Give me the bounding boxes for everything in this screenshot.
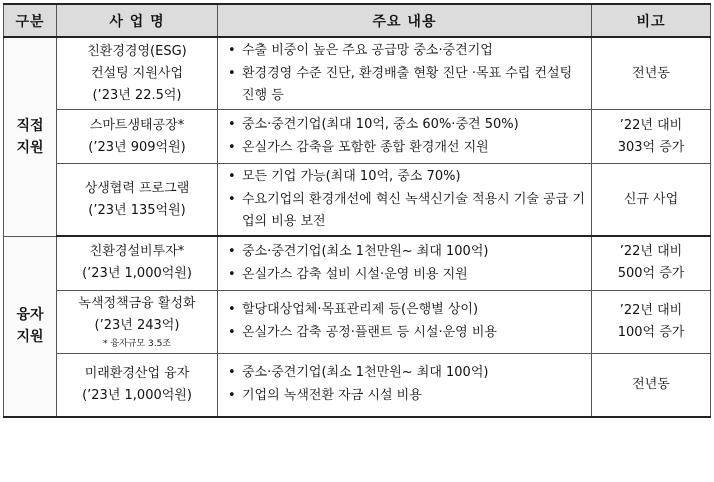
note-cell [592,164,711,237]
list-item [226,166,585,188]
project-name-cell [57,110,218,164]
project-name-line: 녹색정책금융 활성화 [78,295,196,311]
note-cell [592,290,711,353]
table-row [4,290,711,353]
bullet-icon: • [228,365,236,381]
category-cell [4,37,57,236]
list-item [226,114,585,136]
note-line: 신규 사업 [623,191,679,207]
content-list [226,241,585,286]
list-item [226,189,585,233]
content-list [226,362,585,407]
content-list [226,114,585,159]
note-line: ’22년 대비 [619,117,683,133]
project-name-line: 친환경경영(ESG) [87,43,187,59]
bullet-icon: • [228,266,236,282]
list-item [226,385,585,407]
note-cell [592,37,711,110]
bullet-text: 할당대상업체·목표관리제 등(은행별 상이) [242,302,479,317]
list-item [226,137,585,159]
note-line: 100억 증가 [617,324,685,340]
list-item [226,322,585,344]
content-cell [218,290,592,353]
project-name-cell [57,290,218,353]
bullet-text: 온실가스 감축 공정·플랜트 등 시설·운영 비용 [242,325,497,340]
project-name-line: (’23년 1,000억원) [82,266,192,282]
content-cell [218,37,592,110]
project-name-line: (’23년 1,000억원) [82,387,192,403]
note-line: 303억 증가 [617,139,685,155]
content-cell [218,353,592,417]
note-cell [592,353,711,417]
category-label: 융자 [16,307,44,324]
note-line: ’22년 대비 [619,302,683,318]
content-list [226,40,585,107]
category-label: 직접 [16,117,44,134]
bullet-icon: • [228,117,236,132]
category-cell [4,236,57,417]
project-name-line: (’23년 135억원) [88,202,186,218]
bullet-icon: • [228,388,236,404]
bullet-icon: • [228,302,236,317]
list-item [226,40,585,62]
note-line: ’22년 대비 [619,244,683,260]
content-list [226,299,585,344]
bullet-text: 온실가스 감축 설비 시설·운영 비용 지원 [242,266,468,282]
note-line: 전년동 [632,65,670,81]
table-row [4,236,711,290]
header-content: 주요 내용 [218,4,592,37]
bullet-text: 모든 기업 가능(최대 10억, 중소 70%) [242,169,461,184]
list-item [226,63,585,107]
bullet-icon: • [228,243,236,259]
bullet-icon: • [228,66,236,81]
note-cell [592,236,711,290]
project-name-line: 친환경설비투자* [89,244,185,260]
project-name-line: 미래환경산업 융자 [84,365,190,381]
bullet-text: 중소·중견기업(최소 1천만원~ 최대 100억) [242,243,489,259]
project-name-line: (’23년 243억) [94,317,180,333]
project-name-line: 스마트생태공장* [89,117,185,133]
header-category: 구분 [4,4,57,37]
bullet-icon: • [228,192,236,207]
project-name-cell [57,236,218,290]
table-row [4,37,711,110]
header-note: 비고 [592,4,711,37]
bullet-icon: • [228,140,236,155]
content-cell [218,110,592,164]
bullet-text: 중소·중견기업(최대 10억, 중소 60%·중견 50%) [242,117,519,132]
header-row [4,4,711,37]
bullet-text: 기업의 녹색전환 자금 시설 비용 [242,388,422,404]
category-label: 지원 [16,329,44,346]
project-footnote: * 융자규모 3.5조 [102,338,171,349]
bullet-text: 환경경영 수준 진단, 환경배출 현황 진단 ·목표 수립 컨설팅 진행 등 [242,66,573,103]
table-row [4,110,711,164]
project-name-cell [57,164,218,237]
list-item [226,299,585,321]
bullet-icon: • [228,325,236,340]
bullet-text: 수요기업의 환경개선에 혁신 녹색신기술 적용시 기술 공급 기업의 비용 보전 [242,192,585,229]
list-item [226,362,585,384]
bullet-text: 중소·중견기업(최소 1천만원~ 최대 100억) [242,365,489,381]
bullet-text: 온실가스 감축을 포함한 종합 환경개선 지원 [242,140,489,155]
list-item [226,264,585,286]
bullet-icon: • [228,169,236,184]
content-cell [218,236,592,290]
note-line: 전년동 [632,376,670,392]
project-name-line: (’23년 909억원) [88,139,186,155]
content-cell [218,164,592,237]
support-program-table [3,3,711,418]
project-name-cell [57,353,218,417]
table-row [4,353,711,417]
note-cell [592,110,711,164]
category-label: 지원 [16,139,44,156]
note-line: 500억 증가 [617,266,685,282]
bullet-icon: • [228,43,236,58]
content-list [226,166,585,233]
project-name-line: 컨설팅 지원사업 [90,65,184,81]
header-project: 사 업 명 [57,4,218,37]
list-item [226,241,585,263]
project-name-cell [57,37,218,110]
table-row [4,164,711,237]
bullet-text: 수출 비중이 높은 주요 공급망 중소·중견기업 [242,43,493,58]
project-name-line: 상생협력 프로그램 [84,180,190,196]
project-name-line: (’23년 22.5억) [92,87,182,103]
